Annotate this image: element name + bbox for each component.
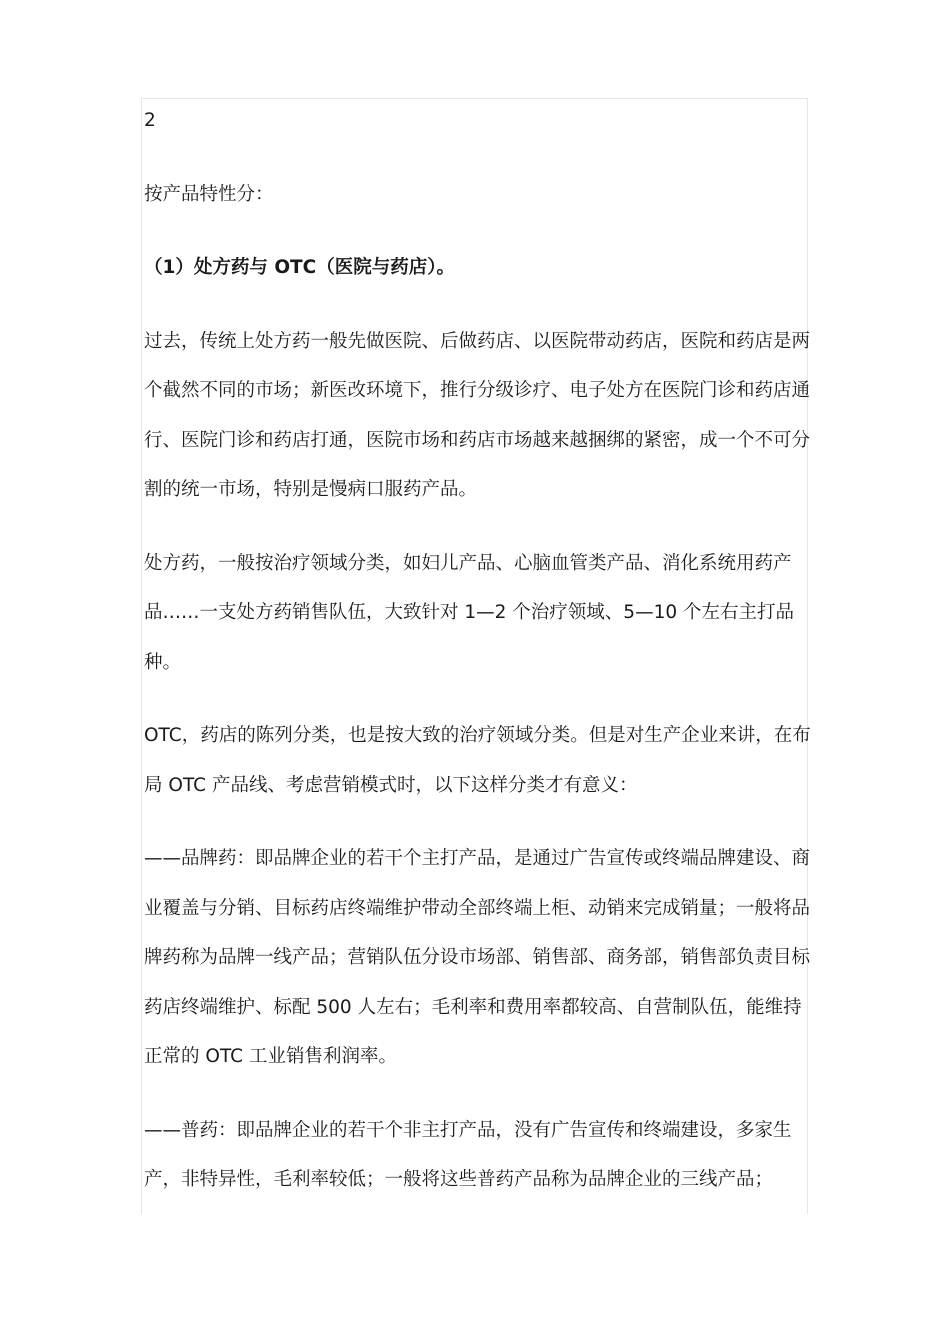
document-body <box>144 96 820 1229</box>
paragraph-body: 过去，传统上处方药一般先做医院、后做药店、以医院带动药店，医院和药店是两个截然不同的市场；新医改环境下，推行分级诊疗、电子处方在医院门诊和药店通行、医院门诊和药店打通，医院市场和药店市场越来越捆绑的紧密，成一个不可分割的统一市场，特别是慢病口服药产品。 <box>144 330 811 500</box>
paragraph-section-intro: 按产品特性分： <box>144 183 274 205</box>
paragraph-body: ——品牌药：即品牌企业的若干个主打产品，是通过广告宣传或终端品牌建设、商业覆盖与分销、目标药店终端维护带动全部终端上柜、动销来完成销量；一般将品牌药称为品牌一线产品；营销队伍分设市场部、销售部、商务部，销售部负责目标药店终端维护、标配 500 人左右；毛利率和费用率都较高、自营制队伍，能维持正常的 OTC 工业销售利润率。 <box>144 848 811 1067</box>
paragraph-body: ——普药：即品牌企业的若干个非主打产品，没有广告宣传和终端建设，多家生产，非特异性，毛利率较低；一般将这些普药产品称为品牌企业的三线产品； <box>144 1119 792 1190</box>
paragraph-body: OTC，药店的陈列分类，也是按大致的治疗领域分类。但是对生产企业来讲，在布局 OTC 产品线、考虑营销模式时，以下这样分类才有意义： <box>144 725 811 796</box>
paragraph-body: 处方药，一般按治疗领域分类，如妇儿产品、心脑血管类产品、消化系统用药产品……一支处方药销售队伍，大致针对 1—2 个治疗领域、5—10 个左右主打品种。 <box>144 552 794 673</box>
paragraph-heading: （1）处方药与 OTC（医院与药店）。 <box>144 257 455 278</box>
page-number: 2 <box>144 110 156 131</box>
